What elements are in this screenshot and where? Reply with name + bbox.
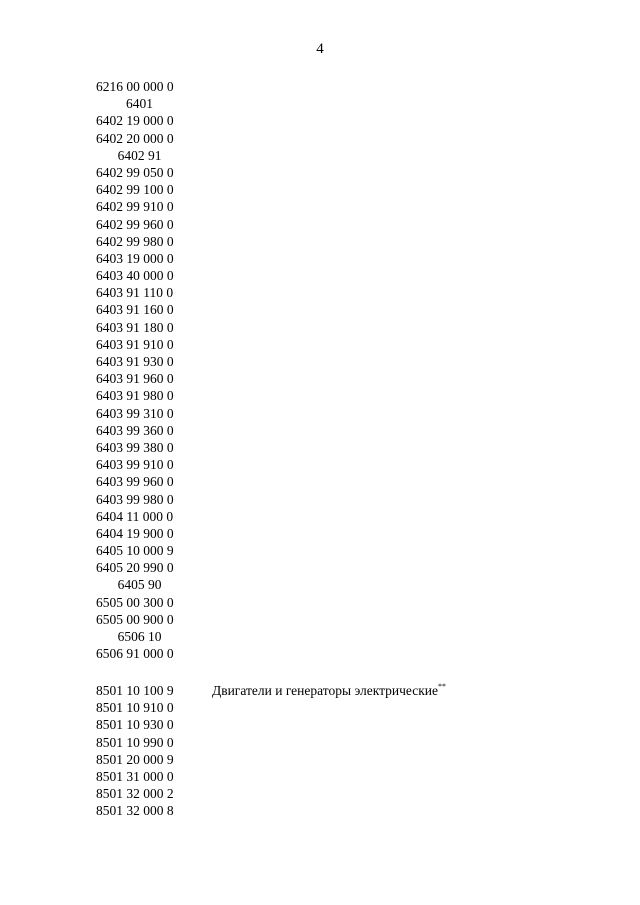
code-row: 6403 91 180 0: [96, 319, 174, 335]
code-row: 6403 99 910 0: [96, 457, 174, 473]
code-row: 8501 31 000 0: [96, 768, 174, 784]
code-row: 6402 99 910 0: [96, 199, 174, 215]
code-row: 6405 20 990 0: [96, 560, 174, 576]
code-row: 6402 99 050 0: [96, 164, 174, 180]
code-row: 6505 00 300 0: [96, 594, 174, 610]
code-row: 6403 91 910 0: [96, 336, 174, 352]
code-row: 6403 40 000 0: [96, 268, 174, 284]
code-row: 6402 99 100 0: [96, 182, 174, 198]
code-list-group-2: [96, 682, 196, 820]
code-row: 6401: [126, 96, 153, 112]
code-row: 6404 19 900 0: [96, 525, 174, 541]
code-row: 6403 91 980 0: [96, 388, 174, 404]
code-row: 8501 32 000 2: [96, 786, 174, 802]
code-row: 6402 19 000 0: [96, 113, 174, 129]
code-row: 6403 99 380 0: [96, 439, 174, 455]
code-row: 6403 99 310 0: [96, 405, 174, 421]
item-description: [212, 682, 446, 699]
code-row: 6403 91 110 0: [96, 285, 174, 301]
code-list-group-1: [96, 78, 196, 662]
code-row: 6216 00 000 0: [96, 79, 174, 94]
code-row: 8501 10 990 0: [96, 734, 174, 750]
code-row: 6403 99 980 0: [96, 491, 174, 507]
code-row: 6403 19 000 0: [96, 250, 174, 266]
code-row: 6403 91 160 0: [96, 302, 174, 318]
code-row: 6505 00 900 0: [96, 611, 174, 627]
code-row: 8501 10 930 0: [96, 717, 174, 733]
code-row: 6405 10 000 9: [96, 543, 174, 559]
code-row: 6403 91 930 0: [96, 354, 174, 369]
code-row: 8501 10 100 9: [96, 683, 174, 698]
description-text: Двигатели и генераторы электрические: [212, 683, 439, 698]
code-row: 8501 32 000 8: [96, 803, 174, 819]
code-row: 6403 99 960 0: [96, 474, 174, 490]
footnote-mark: **: [438, 682, 447, 691]
code-row: 6506 10: [117, 629, 162, 644]
code-row: 6405 90: [117, 577, 162, 593]
code-row: 6403 99 360 0: [96, 422, 174, 438]
code-row: 6402 99 960 0: [96, 216, 174, 232]
code-row: 6403 91 960 0: [96, 371, 174, 387]
code-row: 6404 11 000 0: [96, 508, 174, 524]
code-row: 6402 99 980 0: [96, 233, 174, 249]
page-number: 4: [316, 41, 324, 57]
code-row: 8501 10 910 0: [96, 700, 174, 716]
code-row: 8501 20 000 9: [96, 751, 174, 767]
code-row: 6506 91 000 0: [96, 646, 174, 662]
code-row: 6402 91: [117, 147, 162, 163]
code-row: 6402 20 000 0: [96, 130, 174, 146]
